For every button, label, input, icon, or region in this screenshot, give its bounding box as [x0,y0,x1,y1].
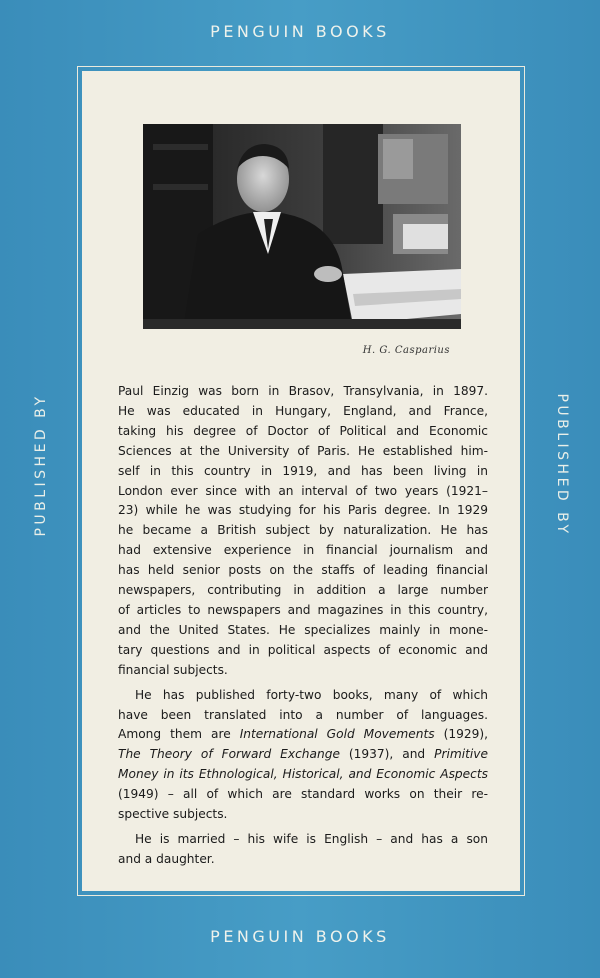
bio-line: He was educated in Hungary, England, and France, [118,403,488,418]
book-title: International Gold Movements [239,727,435,742]
bio-line: financial subjects. [118,662,228,677]
bio-line: He has published forty-two books, many of which [135,687,488,702]
book-title: Money in its Ethnological, Historical, and Economic Aspects [118,767,488,782]
photo-credit: H. G. Casparius [362,345,450,356]
author-biography [118,382,488,870]
bio-line: (1949) – all of which are standard works on their re- [118,787,488,802]
bio-line: Paul Einzig was born in Brasov, Transylvania, in 1897. [118,384,488,398]
bio-line: have been translated into a number of languages. [118,707,488,722]
bio-text: (1937), and [339,747,435,762]
spine-label-left: PUBLISHED BY [33,393,49,537]
bio-text: Among them are [118,727,240,742]
bio-line: had extensive experience in financial journalism and [118,543,488,558]
bio-line: newspapers, contributing in addition a large number [118,583,488,598]
bio-line [118,725,488,745]
bio-line: spective subjects. [118,807,228,822]
bio-line: tary questions and in political aspects of economic and [118,642,488,657]
bio-line: 23) while he was studying for his Paris degree. In 1929 [118,503,488,518]
bio-line: and a daughter. [118,851,215,866]
bio-line: Sciences at the University of Paris. He established him- [118,443,488,458]
book-title: Primitive [434,747,488,762]
bio-line: taking his degree of Doctor of Political and Economic [118,423,488,438]
bio-line: London ever since with an interval of two years (1921– [118,483,488,498]
footer-publisher: PENGUIN BOOKS [210,927,390,946]
spine-label-right: PUBLISHED BY [554,393,570,537]
header-publisher: PENGUIN BOOKS [210,22,390,41]
bio-line: has held senior posts on the staffs of leading financial [118,563,488,578]
bio-line: and the United States. He specializes mainly in mone- [118,622,488,637]
book-title: The Theory of Forward Exchange [118,747,340,762]
bio-line [118,765,488,785]
bio-line [118,745,488,765]
bio-text: (1929), [434,727,488,742]
author-portrait-image [143,124,461,329]
bio-line: self in this country in 1919, and has been living in [118,463,488,478]
author-photo [143,124,461,329]
bio-line: of articles to newspapers and magazines in this country, [118,602,488,617]
bio-line: He is married – his wife is English – and has a son [135,831,488,846]
bio-line: he became a British subject by naturalization. He has [118,523,488,538]
